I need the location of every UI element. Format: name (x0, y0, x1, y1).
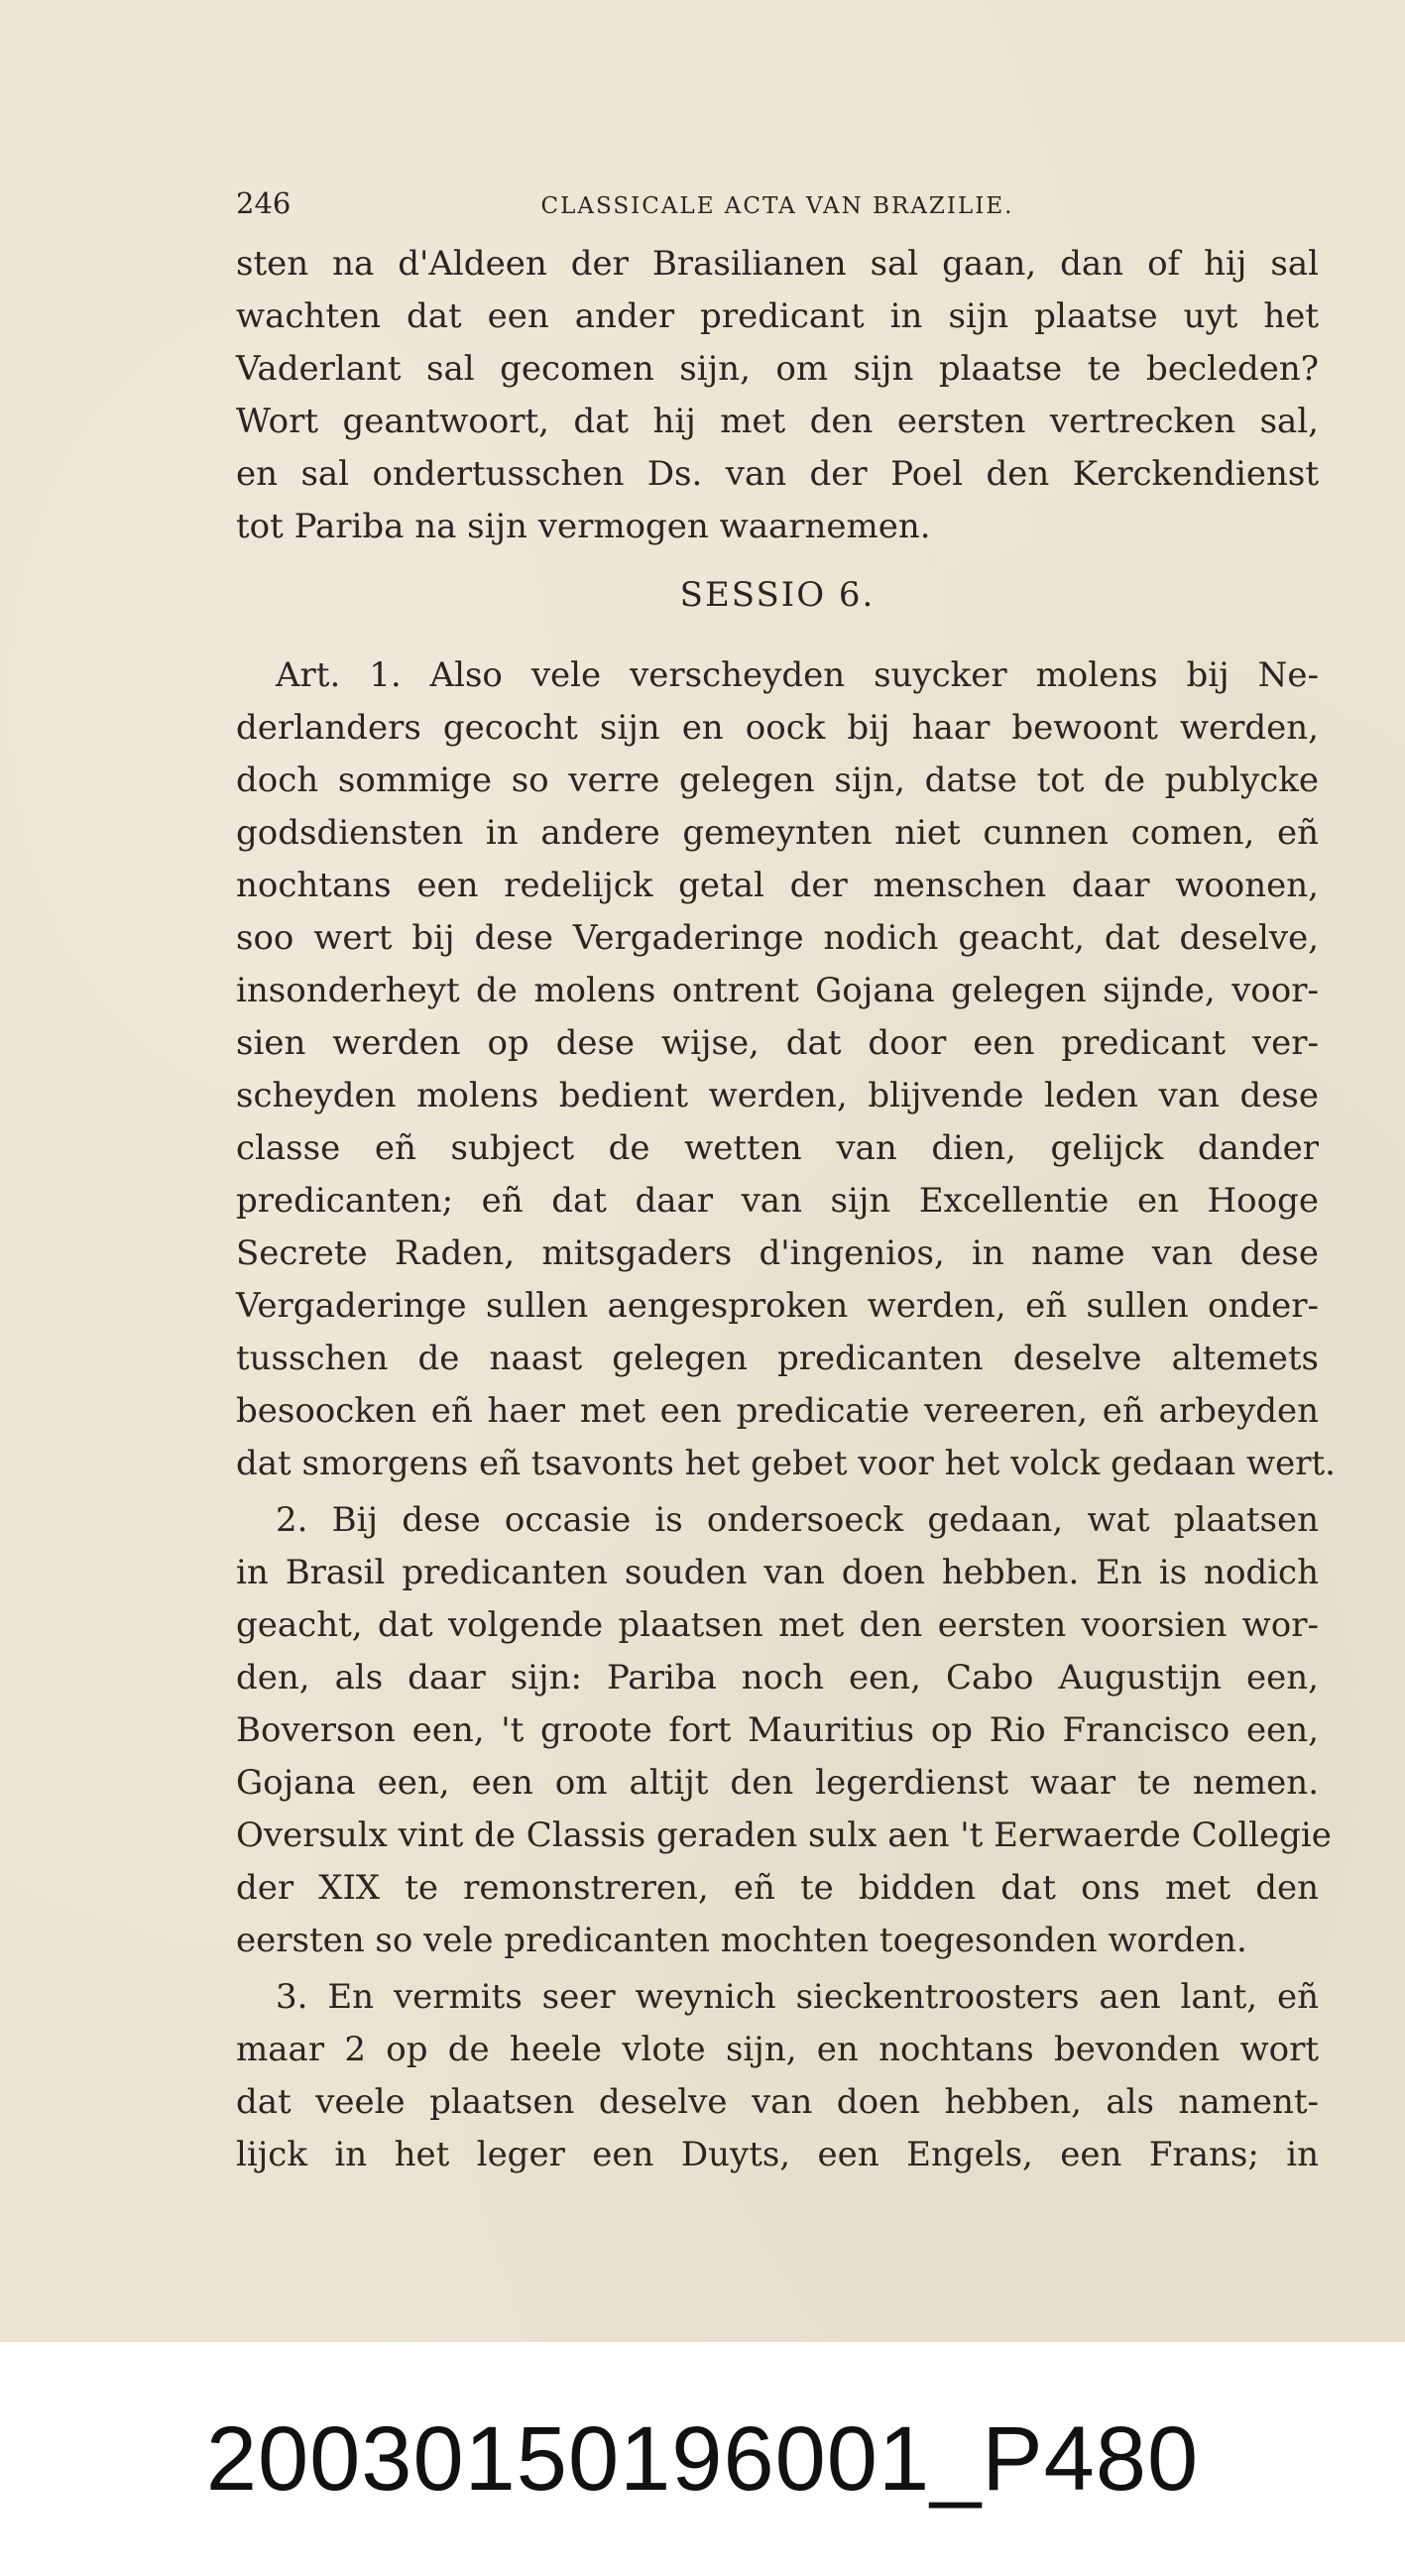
text-line: eersten so vele predicanten mochten toegesonden worden. (236, 1921, 1247, 1960)
text-line: tusschen de naast gelegen predicanten deselve altemets (236, 1339, 1319, 1378)
text-line: den, als daar sijn: Pariba noch een, Cabo Augustijn een, (236, 1658, 1319, 1698)
text-line: Vaderlant sal gecomen sijn, om sijn plaatse te becleden? (236, 349, 1319, 389)
text-line: Secrete Raden, mitsgaders d'ingenios, in name van dese (236, 1233, 1319, 1273)
text-line: insonderheyt de molens ontrent Gojana gelegen sijnde, voor- (236, 971, 1319, 1010)
text-line: maar 2 op de heele vlote sijn, en nochtans bevonden wort (236, 2030, 1319, 2069)
intro-paragraph (236, 238, 1319, 553)
text-line: Boverson een, 't groote fort Mauritius op Rio Francisco een, (236, 1710, 1319, 1750)
running-title: CLASSICALE ACTA VAN BRAZILIE. (540, 193, 1014, 219)
text-line: geacht, dat volgende plaatsen met den eersten voorsien wor- (236, 1605, 1319, 1645)
text-line: soo wert bij dese Vergaderinge nodich geacht, dat deselve, (236, 918, 1319, 958)
text-line: Vergaderinge sullen aengesproken werden, eñ sullen onder- (236, 1286, 1319, 1326)
text-line: classe eñ subject de wetten van dien, gelijck dander (236, 1128, 1319, 1168)
text-line: Oversulx vint de Classis geraden sulx aen 't Eerwaerde Collegie (236, 1815, 1332, 1855)
text-line: scheyden molens bedient werden, blijvende leden van dese (236, 1076, 1319, 1115)
text-line: derlanders gecocht sijn en oock bij haar bewoont werden, (236, 708, 1319, 748)
text-line: 3. En vermits seer weynich sieckentroosters aen lant, eñ (276, 1977, 1319, 2017)
article-2 (236, 1494, 1332, 1967)
text-line: doch sommige so verre gelegen sijn, datse tot de publycke (236, 761, 1319, 800)
text-line: 2. Bij dese occasie is ondersoeck gedaan, wat plaatsen (276, 1500, 1319, 1540)
scan-identifier: 20030150196001_P480 (205, 2407, 1200, 2510)
running-header (236, 186, 1319, 238)
text-line: wachten dat een ander predicant in sijn plaatse uyt het (236, 296, 1319, 336)
text-line: dat smorgens eñ tsavonts het gebet voor het volck gedaan wert. (236, 1444, 1336, 1483)
article-3 (236, 1971, 1319, 2181)
page-number: 246 (236, 186, 292, 220)
text-line: dat veele plaatsen deselve van doen hebben, als nament- (236, 2082, 1319, 2122)
text-line: lijck in het leger een Duyts, een Engels, een Frans; in (236, 2135, 1319, 2174)
page-content (236, 186, 1336, 2181)
text-line: sien werden op dese wijse, dat door een predicant ver- (236, 1023, 1319, 1063)
text-line: godsdiensten in andere gemeynten niet cunnen comen, eñ (236, 813, 1319, 853)
session-heading: SESSIO 6. (679, 575, 876, 615)
text-line: tot Pariba na sijn vermogen waarnemen. (236, 507, 931, 546)
text-line: Art. 1. Also vele verscheyden suycker molens bij Ne- (276, 655, 1319, 695)
article-1 (236, 649, 1336, 1490)
text-line: predicanten; eñ dat daar van sijn Excellentie en Hooge (236, 1181, 1319, 1221)
text-line: en sal ondertusschen Ds. van der Poel den Kerckendienst (236, 454, 1319, 494)
text-line: sten na d'Aldeen der Brasilianen sal gaan, dan of hij sal (236, 244, 1319, 284)
text-line: in Brasil predicanten souden van doen hebben. En is nodich (236, 1553, 1319, 1592)
text-line: der XIX te remonstreren, eñ te bidden dat ons met den (236, 1868, 1319, 1908)
text-line: nochtans een redelijck getal der menschen daar woonen, (236, 866, 1319, 905)
text-line: besoocken eñ haer met een predicatie vereeren, eñ arbeyden (236, 1391, 1319, 1431)
text-line: Wort geantwoort, dat hij met den eersten vertrecken sal, (236, 402, 1319, 441)
text-line: Gojana een, een om altijt den legerdienst waar te nemen. (236, 1763, 1319, 1803)
